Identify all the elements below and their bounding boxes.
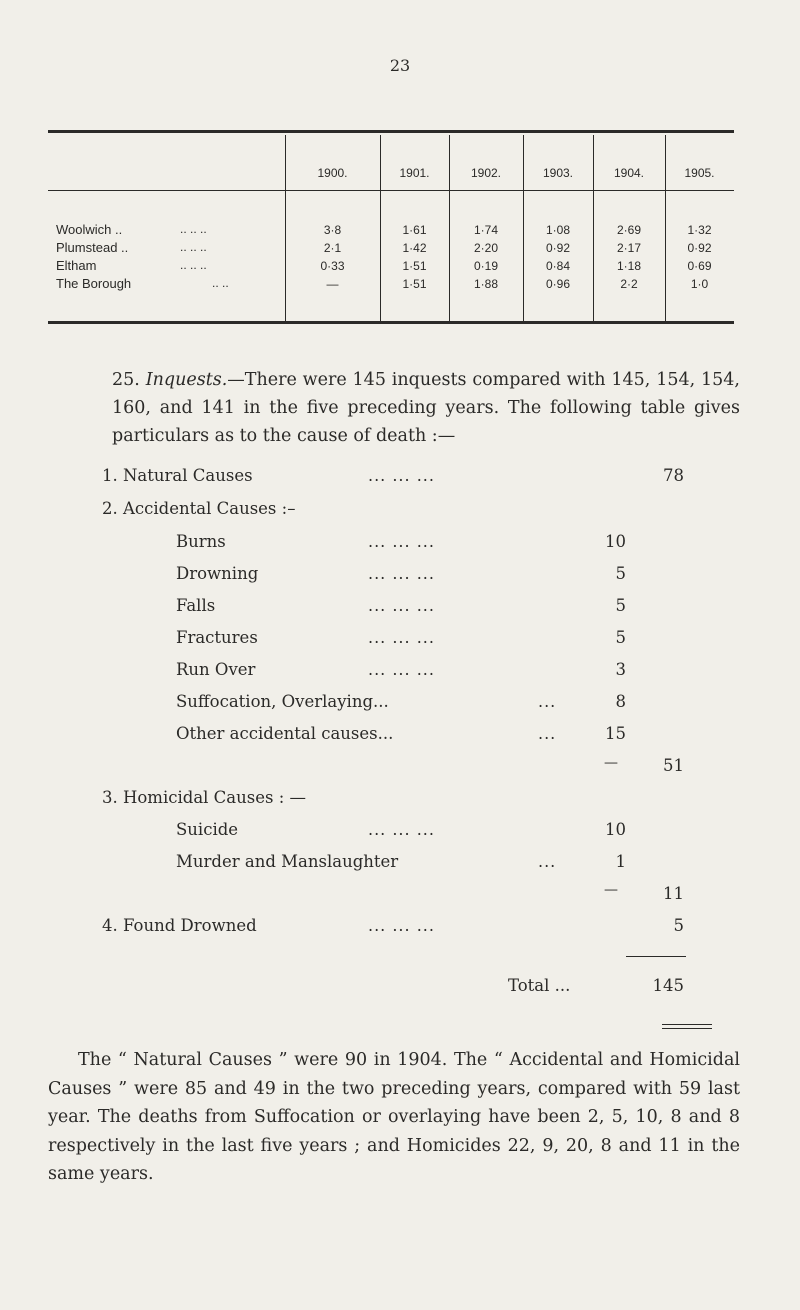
table-cell: 1·74 <box>473 223 499 237</box>
section-number: 25. <box>112 370 140 390</box>
table-bottom-rule <box>48 321 734 324</box>
leader-dots: ... ... ... <box>368 532 435 551</box>
total-rule <box>626 956 686 957</box>
table-cell: 0·92 <box>687 241 712 255</box>
row-label: Plumstead .. <box>56 240 129 255</box>
section-heading: Inquests. <box>145 370 228 390</box>
cause-count: 5 <box>615 564 626 583</box>
table-top-rule <box>48 130 734 133</box>
header-year: 1905. <box>684 166 715 180</box>
leader-dots: ... ... ... <box>368 916 435 935</box>
table-cell: 1·88 <box>473 277 499 291</box>
subtotal-dash: — <box>604 882 618 898</box>
cause-count: 3 <box>615 660 626 679</box>
table-cell: 1·61 <box>402 223 427 237</box>
cause-label: Fractures <box>176 628 258 647</box>
cause-label: Suffocation, Overlaying... <box>176 692 389 711</box>
header-year: 1902. <box>470 166 502 180</box>
leader-dots: .. .. .. <box>180 222 207 236</box>
cause-count: 1 <box>615 852 626 871</box>
table-cell: 0·19 <box>473 259 499 273</box>
table-cell: 1·18 <box>616 259 642 273</box>
rates-table <box>48 130 734 324</box>
cause-label: Drowning <box>176 564 259 583</box>
leader-dots: .. .. .. <box>180 240 207 254</box>
table-cell: 0·92 <box>545 241 571 255</box>
table-cell: 3·8 <box>323 223 342 237</box>
table-cell: 0·69 <box>687 259 712 273</box>
found-drowned-label: 4. Found Drowned <box>102 916 257 935</box>
page-number: 23 <box>389 56 411 75</box>
cause-count: 10 <box>605 532 626 551</box>
leader-dots: .. .. <box>212 276 229 290</box>
cause-label: Other accidental causes... <box>176 724 394 743</box>
leader-dots: ... <box>538 852 557 871</box>
leader-dots: ... ... ... <box>368 466 435 485</box>
table-cell: 1·51 <box>402 259 427 273</box>
cause-count: 5 <box>615 596 626 615</box>
table-cell: 0·33 <box>320 259 345 273</box>
total-double-rule <box>662 1028 712 1029</box>
natural-causes-label: 1. Natural Causes <box>102 466 253 485</box>
leader-dots: ... <box>538 692 557 711</box>
cause-count: 5 <box>615 628 626 647</box>
found-drowned-total: 5 <box>673 916 684 935</box>
table-cell: 2·2 <box>620 277 638 291</box>
cause-label: Suicide <box>176 820 239 839</box>
cause-count: 8 <box>615 692 626 711</box>
cause-label: Murder and Manslaughter <box>176 852 399 871</box>
inquests-intro <box>112 366 740 450</box>
cause-label: Burns <box>176 532 226 551</box>
cause-count: 15 <box>605 724 626 743</box>
table-cell: 2·1 <box>323 241 342 255</box>
cause-count: 10 <box>605 820 626 839</box>
table-cell: 0·84 <box>545 259 571 273</box>
intro-text: —There were 145 inquests compared with 145, 154, 154, 160, and 141 in the five preceding years. The following table gives particulars as to the cause of death :— <box>112 370 740 446</box>
total-double-rule <box>662 1024 712 1025</box>
header-year: 1901. <box>399 166 430 180</box>
leader-dots: .. .. .. <box>180 258 207 272</box>
leader-dots: ... ... ... <box>368 596 435 615</box>
table-header-rule <box>48 190 734 191</box>
table-cell: 1·0 <box>690 277 709 291</box>
accidental-total: 51 <box>663 756 684 775</box>
table-cell: — <box>326 277 339 291</box>
subtotal-dash: — <box>604 755 618 771</box>
leader-dots: ... ... ... <box>368 564 435 583</box>
table-cell: 1·08 <box>545 223 571 237</box>
row-label: Woolwich .. <box>56 222 123 237</box>
table-cell: 1·42 <box>402 241 427 255</box>
row-label: Eltham <box>56 258 97 273</box>
header-year: 1900. <box>317 166 348 180</box>
table-cell: 2·17 <box>616 241 642 255</box>
natural-causes-total: 78 <box>663 466 684 485</box>
header-year: 1904. <box>613 166 645 180</box>
accidental-causes-label: 2. Accidental Causes :– <box>102 499 296 518</box>
table-cell: 1·51 <box>402 277 427 291</box>
row-label: The Borough <box>56 276 132 291</box>
total-label: Total ... <box>508 976 571 995</box>
cause-label: Falls <box>176 596 216 615</box>
leader-dots: ... ... ... <box>368 660 435 679</box>
table-cell: 0·96 <box>545 277 571 291</box>
leader-dots: ... ... ... <box>368 628 435 647</box>
leader-dots: ... <box>538 724 557 743</box>
table-cell: 2·69 <box>616 223 642 237</box>
closing-paragraph: The “ Natural Causes ” were 90 in 1904. The “ Accidental and Homicidal Causes ” were 85 and 49 in the two preceding years, compared with 59 last year. The deaths from Suffocation or overlaying have been 2, 5, 10, 8 and 8 respectively in the last five years ; and Homicides 22, 9, 20, 8 and 11 in the same years. <box>48 1050 740 1184</box>
cause-label: Run Over <box>176 660 256 679</box>
header-year: 1903. <box>542 166 574 180</box>
homicidal-causes-label: 3. Homicidal Causes : — <box>102 788 307 807</box>
leader-dots: ... ... ... <box>368 820 435 839</box>
grand-total: 145 <box>652 976 684 995</box>
table-cell: 1·32 <box>687 223 712 237</box>
homicidal-total: 11 <box>663 884 684 903</box>
table-cell: 2·20 <box>473 241 499 255</box>
